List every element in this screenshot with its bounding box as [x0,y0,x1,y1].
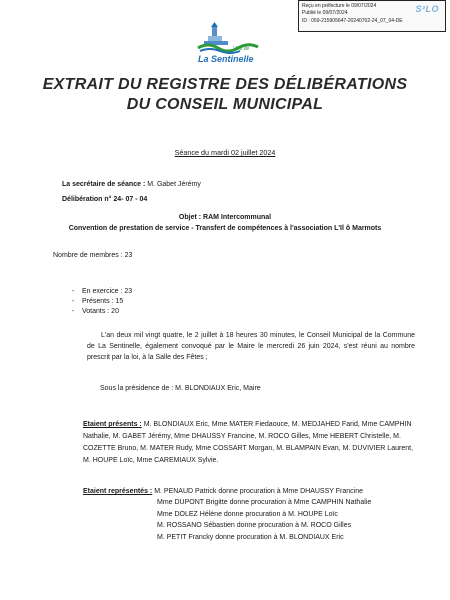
s2lo-logo: S²LO [415,4,439,14]
logo-ville-text: Ville de [233,46,250,52]
secretaire-value: M. Gabet Jérémy [147,181,201,188]
secretaire-line [62,181,201,188]
procuration-row: M. ROSSANO Sébastien donne procuration à M. ROCO Gilles [157,522,352,530]
logo-town-name: La Sentinelle [198,54,254,64]
document-title-line1: EXTRAIT DU REGISTRE DES DÉLIBÉRATIONS [42,76,408,93]
objet-title: Objet : RAM Intercommunal [178,214,272,221]
representes-first-row: Etaient représentés : M. PENAUD Patrick donne procuration à Mme DHAUSSY Francine [83,488,363,495]
membres-presents: - Présents : 15 [72,298,124,305]
stamp-recu: Reçu en préfecture le 09/07/2024 [302,3,377,9]
procuration-row: M. PETIT Francky donne procuration à M. BLONDIAUX Eric [157,533,344,541]
objet-subtitle: Convention de prestation de service - Transfert de compétences à l'association L'Il ô Marmots [68,225,382,232]
representes-block [83,486,413,543]
secretaire-label: La secrétaire de séance : [62,181,146,188]
prefecture-stamp [298,0,446,32]
seance-date: Séance du mardi 02 juillet 2024 [174,148,276,157]
intro-paragraph: L'an deux mil vingt quatre, le 2 juillet à 18 heures 30 minutes, le Conseil Municipal de la Commune de La Sentinelle, également convoqué par le Maire le mercredi 26 juin 2024, s'est réuni au nombre prescrit par la loi, à la Salle des Fêtes ; [87,332,415,361]
presidence-line: Sous la présidence de : M. BLONDIAUX Eric, Maire [100,385,261,392]
deliberation-number: Délibération n° 24- 07 - 04 [62,196,148,203]
document-title-line2: DU CONSEIL MUNICIPAL [126,96,324,113]
membres-total: Nombre de membres : 23 [53,252,133,259]
stamp-publie: Publié le 09/07/2024 [302,10,348,17]
representes-label: Etaient représentés : [83,488,153,495]
membres-votants: - Votants : 20 [72,308,119,315]
procuration-row: Mme DOLEZ Hélène donne procuration à M. HOUPE Loïc [157,510,338,518]
membres-list [72,287,132,317]
stamp-id: ID : 059-215905647-20240702-24_07_04-DE [302,17,403,24]
presents-block [83,419,413,467]
presents-label: Etaient présents : [83,421,142,428]
procuration-row: Mme DUPONT Brigitte donne procuration à Mme CAMPHIN Nathalie [157,499,372,507]
membres-exercice: - En exercice : 23 [72,288,133,295]
presents-list: M. BLONDIAUX Eric, Mme MATER Fiedaouce, M. MEDJAHED Farid, Mme CAMPHIN Nathalie, M. GABET Jérémy, Mme DHAUSSY Francine, M. ROCO Gilles, Mme HEBERT Christelle, M. COZETTE Bruno, M. MATER Rudy, Mme COSSART Morgan, M. BLAMPAIN Evan, M. DUVIVIER Laurent, M. HOUPE Loïc, Mme CAREMIAUX Sylvie. [83,421,413,464]
